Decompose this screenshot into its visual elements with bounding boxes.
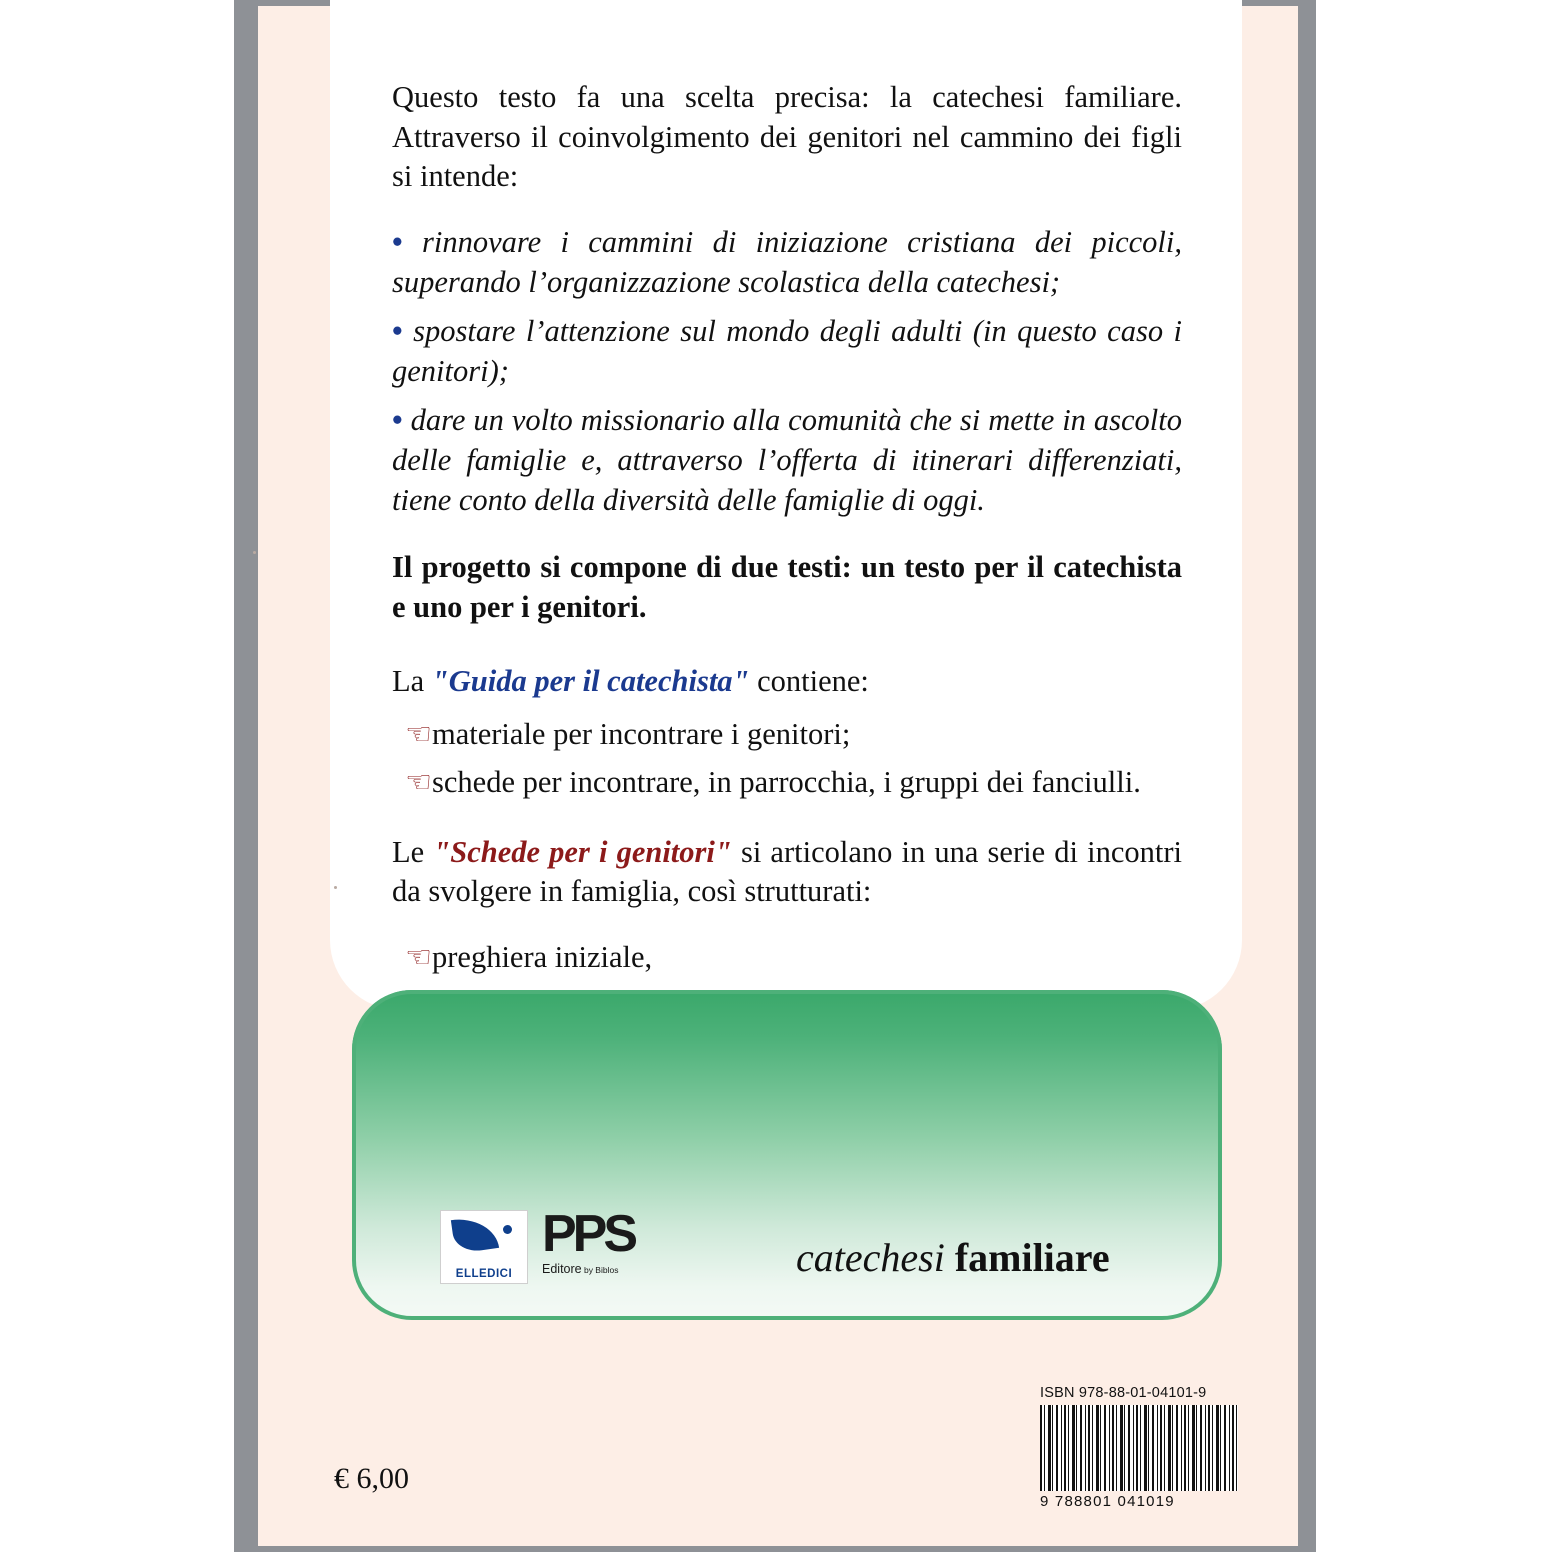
price-label: € 6,00	[334, 1462, 409, 1495]
guida-heading	[392, 662, 1182, 702]
schede-prefix: Le	[392, 834, 434, 869]
bullet-list	[392, 223, 1182, 520]
list-item-label: preghiera iniziale,	[432, 939, 653, 974]
bullet-marker-icon: •	[392, 314, 403, 349]
pps-sub-small-label: by Biblos	[581, 1265, 619, 1275]
bullet-marker-icon: •	[392, 403, 403, 438]
list-item	[392, 763, 1182, 803]
list-item	[392, 938, 1182, 978]
pointing-hand-icon: ☞	[405, 940, 432, 974]
schede-heading	[392, 833, 1182, 912]
list-item-label: rinnovare i cammini di iniziazione cristiana dei piccoli, superando l’organizzazione scolastica della catechesi;	[392, 224, 1182, 299]
guida-suffix: contiene:	[749, 663, 869, 698]
paper-speck	[334, 886, 337, 889]
bullet-marker-icon: •	[392, 224, 403, 259]
isbn-block	[1040, 1385, 1238, 1510]
list-item-label: materiale per incontrare i genitori;	[432, 717, 851, 752]
pointing-hand-icon: ☞	[405, 718, 432, 752]
guida-items	[392, 715, 1182, 802]
pps-logo	[542, 1205, 690, 1284]
series-word-bold: familiare	[954, 1235, 1110, 1280]
series-word-italic: catechesi	[796, 1235, 945, 1280]
list-item	[392, 715, 1182, 755]
pps-logo-sub	[542, 1262, 690, 1276]
list-item-label: schede per incontrare, in parrocchia, i gruppi dei fanciulli.	[432, 764, 1141, 799]
project-note: Il progetto si compone di due testi: un testo per il catechista e uno per i genitori.	[392, 550, 1182, 625]
list-item-label: spostare l’attenzione sul mondo degli adulti (in questo caso i genitori);	[392, 314, 1183, 388]
schede-title: "Schede per i genitori"	[433, 834, 732, 869]
list-item-label: dare un volto missionario alla comunità che si mette in ascolto delle famiglie e, attraverso l’offerta di itinerari differenziati, tiene conto della diversità delle famiglie di oggi.	[392, 403, 1182, 517]
list-item	[392, 223, 1182, 302]
pps-logo-glyph: PPS	[542, 1205, 635, 1263]
list-item	[392, 401, 1182, 520]
pointing-hand-icon: ☞	[405, 765, 432, 799]
barcode-image	[1040, 1405, 1238, 1491]
elledici-logo-label: ELLEDICI	[455, 1268, 513, 1280]
elledici-logo	[440, 1210, 528, 1284]
publisher-logos	[440, 1205, 690, 1284]
paper-speck	[253, 551, 256, 554]
list-item	[392, 312, 1182, 391]
elledici-swoosh-icon	[451, 1214, 499, 1254]
series-name	[796, 1234, 1110, 1281]
guida-title: "Guida per il catechista"	[431, 663, 750, 698]
pps-sub-label: Editore	[542, 1262, 582, 1276]
schede-suffix: si articolano in una serie di incontri da svolgere in famiglia, così strutturati:	[392, 834, 1182, 909]
elledici-dot-icon	[503, 1225, 512, 1234]
barcode-digits-label: 9 788801 041019	[1040, 1493, 1175, 1510]
isbn-label: ISBN 978-88-01-04101-9	[1040, 1385, 1207, 1401]
intro-paragraph: Questo testo fa una scelta precisa: la catechesi familiare. Attraverso il coinvolgimento dei genitori nel cammino dei figli si intende:	[392, 80, 1182, 194]
guida-prefix: La	[392, 663, 432, 698]
